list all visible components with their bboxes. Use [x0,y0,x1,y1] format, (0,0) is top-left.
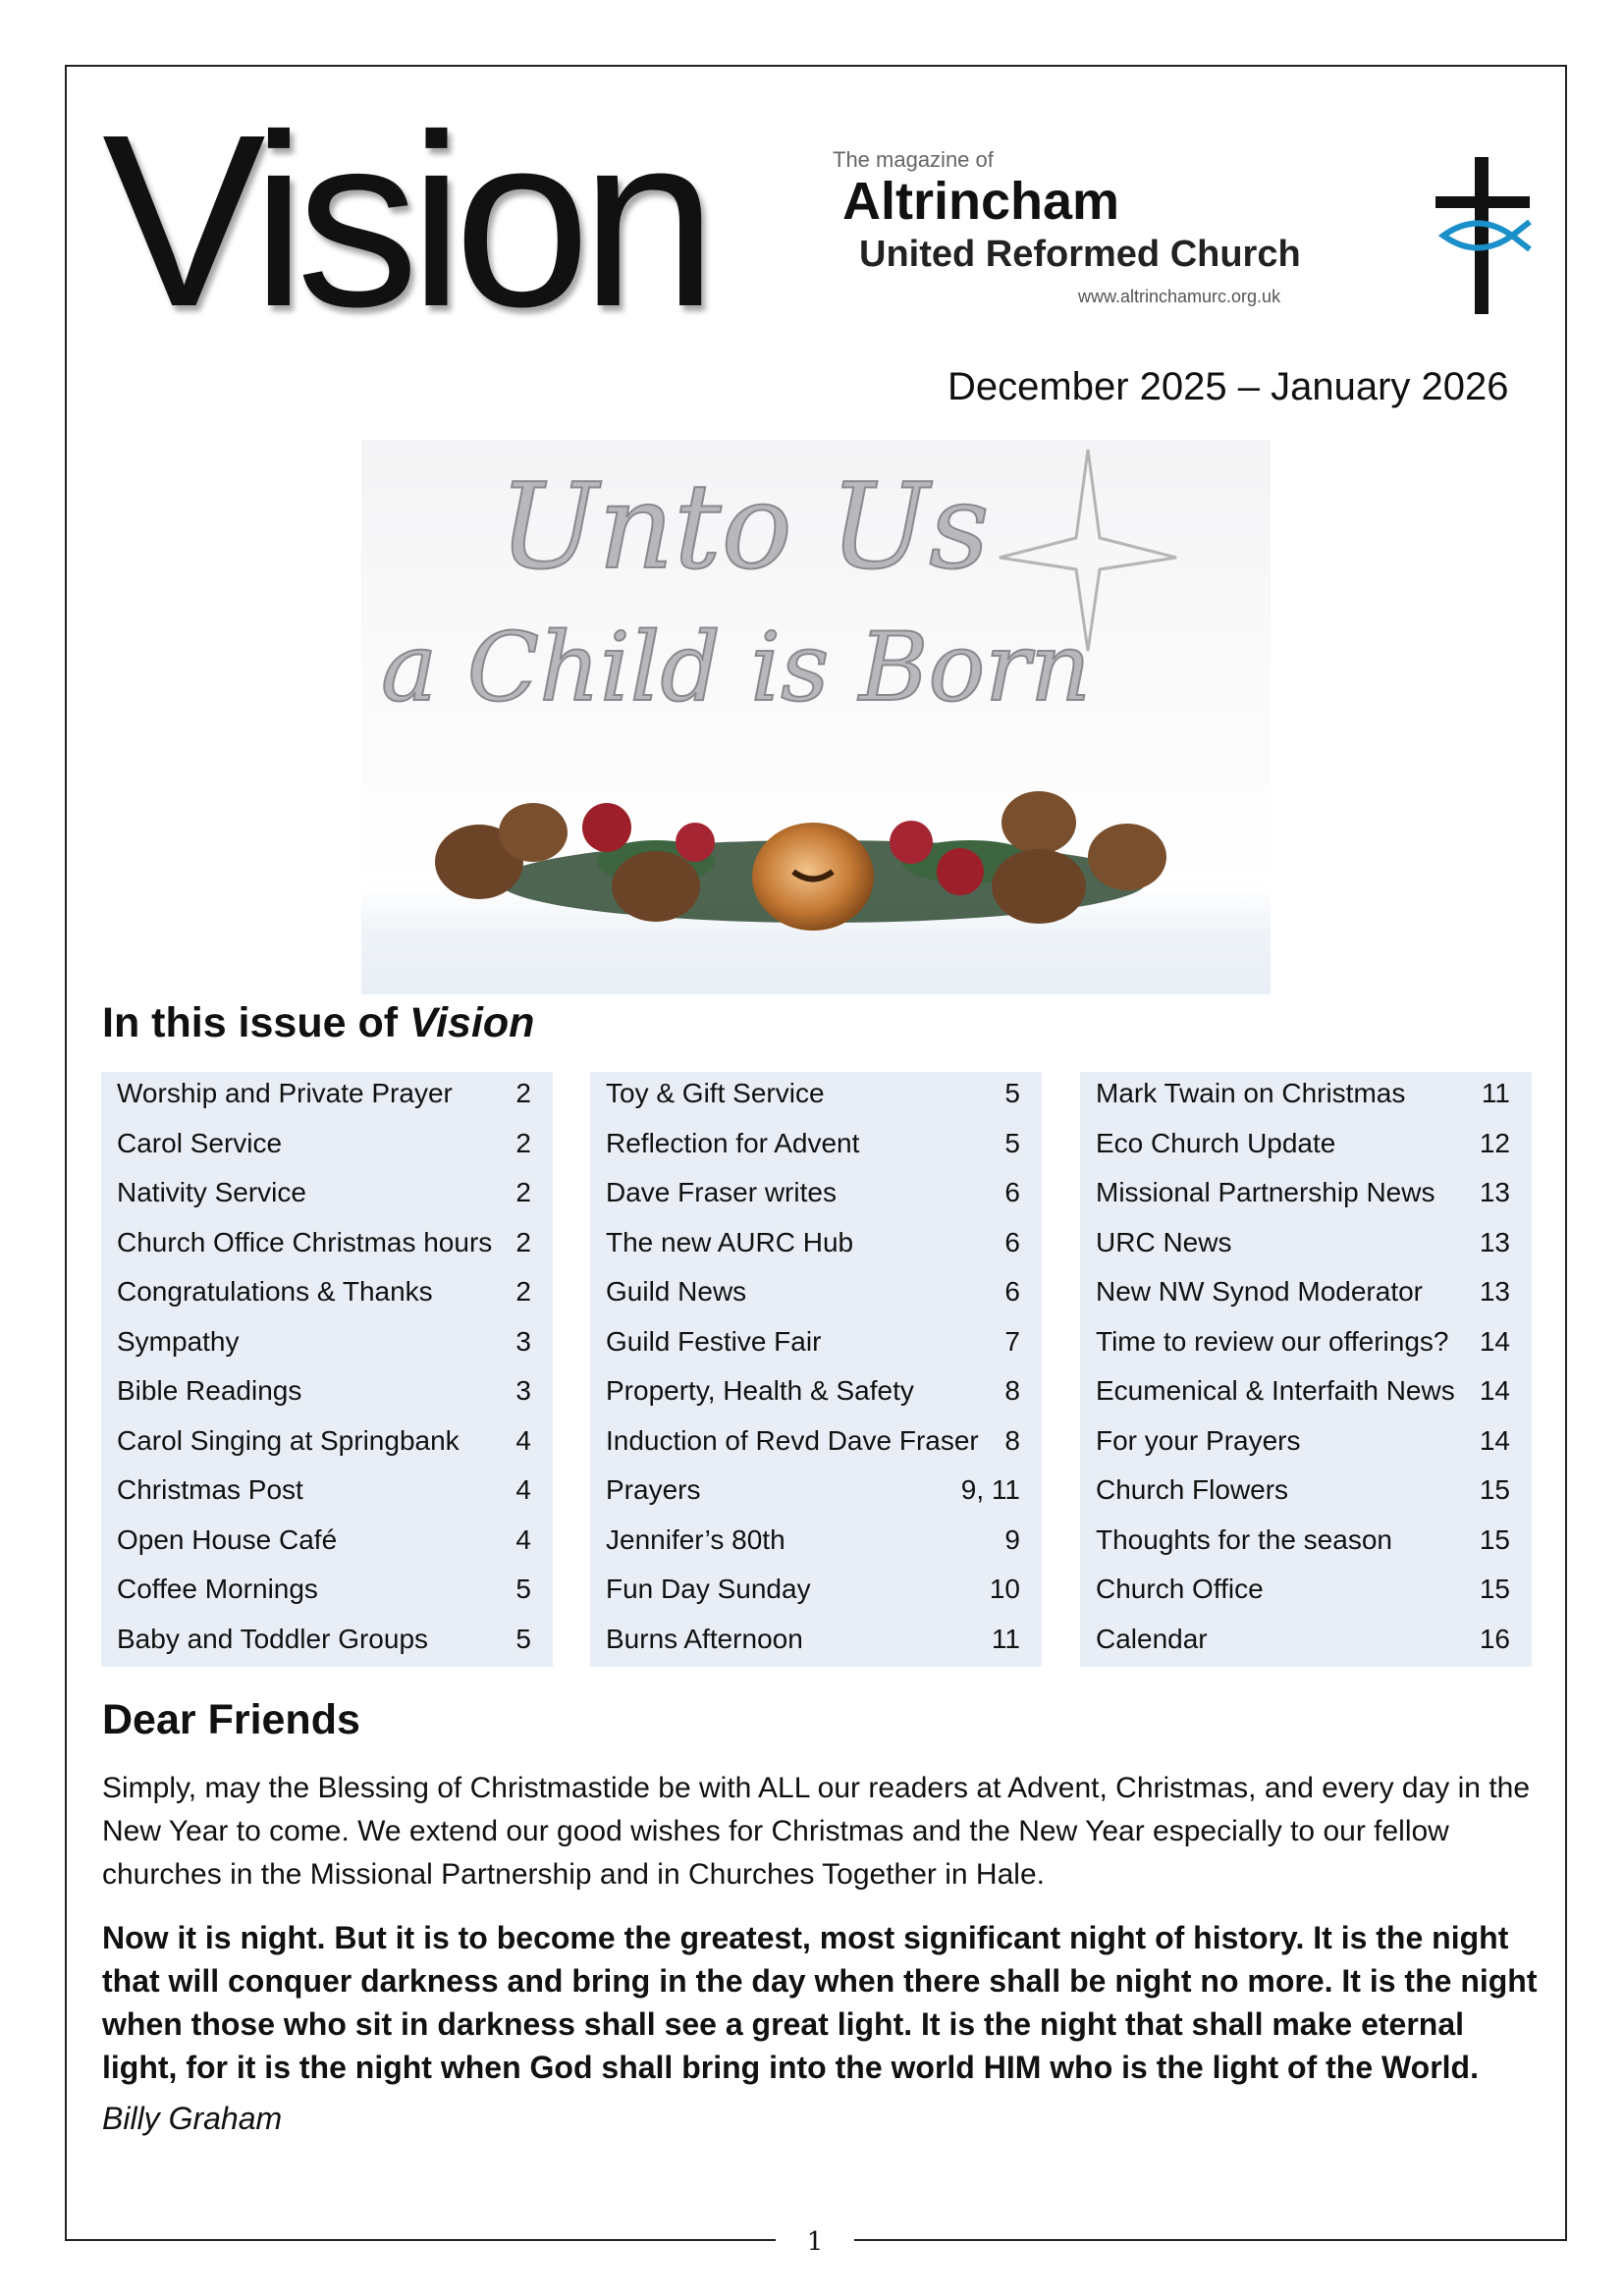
contents-entry[interactable]: Baby and Toddler Groups 5 [117,1623,531,1654]
issue-date: December 2025 – January 2026 [947,365,1509,408]
contents-entry[interactable]: Christmas Post 4 [117,1474,531,1505]
contents-entry[interactable]: Mark Twain on Christmas 11 [1096,1078,1510,1108]
contents-entry[interactable]: Guild Festive Fair 7 [606,1325,1020,1357]
contents-entry[interactable]: Dave Fraser writes 6 [606,1177,1020,1207]
contents-entry[interactable]: Induction of Revd Dave Fraser 8 [606,1424,1020,1456]
contents-column-3 [1080,1072,1532,1667]
contents-entry[interactable]: Congratulations & Thanks 2 [117,1276,531,1307]
christmas-sign-image [361,440,1271,994]
contents-entry[interactable]: Open House Café 4 [117,1523,531,1555]
contents-entry[interactable]: URC News 13 [1096,1226,1510,1257]
contents-entry[interactable]: Church Flowers 15 [1096,1474,1510,1505]
contents-entry[interactable]: Reflection for Advent 5 [606,1127,1020,1158]
contents-entry[interactable]: Toy & Gift Service 5 [606,1078,1020,1108]
contents-heading-title: Vision [409,999,535,1046]
cover-script-line2: a Child is Born [381,613,1091,722]
contents-column-1 [101,1072,553,1667]
contents-entry[interactable]: Coffee Mornings 5 [117,1574,531,1604]
magazine-of-label: The magazine of [833,147,994,172]
church-website-link[interactable]: www.altrinchamurc.org.uk [1078,287,1281,306]
contents-entry[interactable]: Fun Day Sunday 10 [606,1574,1020,1604]
contents-entry[interactable]: Carol Singing at Springbank 4 [117,1424,531,1456]
contents-entry[interactable]: Missional Partnership News 13 [1096,1177,1510,1207]
magazine-title: Vision [102,83,708,357]
contents-entry[interactable]: Church Office Christmas hours 2 [117,1226,531,1257]
contents-entry[interactable]: The new AURC Hub 6 [606,1226,1020,1257]
contents-entry[interactable]: Property, Health & Safety 8 [606,1375,1020,1406]
contents-entry[interactable]: Burns Afternoon 11 [606,1623,1020,1654]
dear-friends-paragraph: Simply, may the Blessing of Christmastide be with ALL our readers at Advent, Christmas, and every day in the New Year to come. We extend our good wishes for Christmas and the New Year especially to our fellow churches in the Missional Partnership and in Churches Together in Hale. [102,1772,1531,1891]
contents-entry[interactable]: Eco Church Update 12 [1096,1127,1510,1158]
contents-entry[interactable]: Church Office 15 [1096,1574,1510,1604]
church-name-line1: Altrincham [842,172,1120,231]
contents-entry[interactable]: For your Prayers 14 [1096,1424,1510,1456]
contents-entry[interactable]: Sympathy 3 [117,1325,531,1357]
cross-fish-icon [1424,157,1542,314]
dear-friends-heading: Dear Friends [102,1696,360,1743]
church-name-line2: United Reformed Church [859,234,1301,275]
contents-entry[interactable]: Carol Service 2 [117,1127,531,1158]
contents-entry[interactable]: Worship and Private Prayer 2 [117,1078,531,1108]
quote-author: Billy Graham [102,2101,283,2136]
contents-entry[interactable]: New NW Synod Moderator 13 [1096,1276,1510,1307]
contents-heading-prefix: In this issue of [102,999,399,1046]
contents-entry[interactable]: Jennifer’s 80th 9 [606,1523,1020,1555]
contents-heading [102,999,534,1047]
contents-entry[interactable]: Bible Readings 3 [117,1375,531,1406]
contents-entry[interactable]: Prayers 9, 11 [606,1474,1020,1505]
contents-entry[interactable]: Thoughts for the season 15 [1096,1523,1510,1555]
page-number: 1 [776,2222,854,2262]
contents-entry[interactable]: Calendar 16 [1096,1623,1510,1654]
contents-entry[interactable]: Nativity Service 2 [117,1177,531,1207]
contents-entry[interactable]: Guild News 6 [606,1276,1020,1307]
contents-entry[interactable]: Ecumenical & Interfaith News 14 [1096,1375,1510,1406]
quote-text: Now it is night. But it is to become the greatest, most significant night of history. It is the night that will conquer darkness and bring in the day when there shall be night no more. It is the night when those who sit in darkness shall see a great light. It is the night that shall make eternal light, for it is the night when God shall bring into the world HIM who is the light of the World. [102,1920,1538,2085]
contents-column-2 [590,1072,1042,1667]
cover-script-line1: Unto Us [499,459,990,596]
contents-entry[interactable]: Time to review our offerings? 14 [1096,1325,1510,1357]
